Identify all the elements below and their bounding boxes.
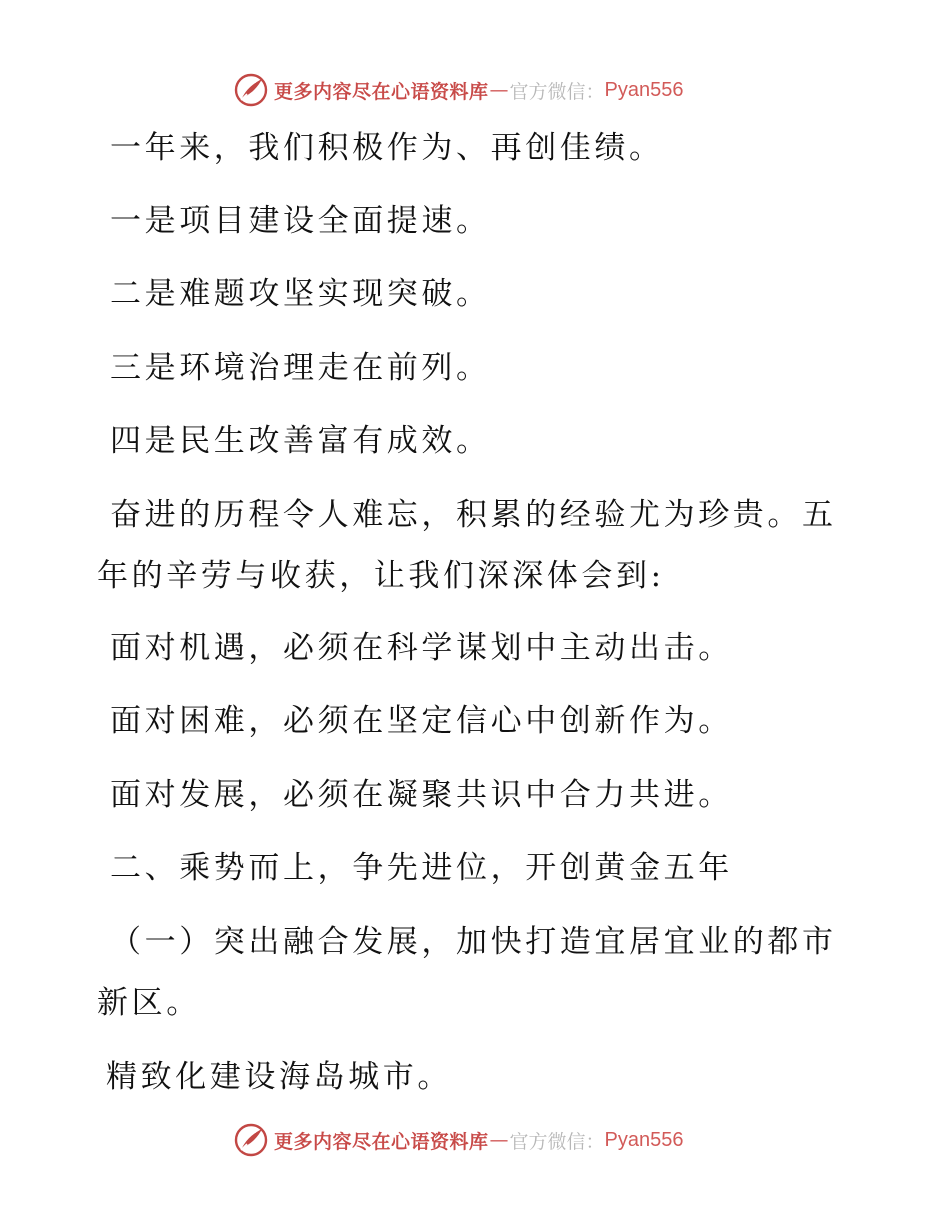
quill-pen-logo-icon bbox=[234, 1123, 268, 1157]
section-heading: 二、乘势而上，争先进位，开创黄金五年 bbox=[110, 850, 733, 886]
watermark-site-text: 更多内容尽在心语资料库 bbox=[274, 80, 489, 103]
quill-pen-logo-icon bbox=[234, 73, 268, 107]
watermark-separator: — bbox=[489, 79, 509, 101]
watermark-separator: — bbox=[489, 1129, 509, 1151]
paragraph-line: 面对发展，必须在凝聚共识中合力共进。 bbox=[110, 777, 733, 813]
paragraph-line: 面对机遇，必须在科学谋划中主动出击。 bbox=[110, 630, 733, 666]
watermark-label: 官方微信： bbox=[509, 1130, 605, 1153]
watermark-footer bbox=[234, 1122, 684, 1158]
paragraph-line: 一是项目建设全面提速。 bbox=[110, 203, 491, 239]
paragraph-line: 年的辛劳与收获，让我们深深体会到: bbox=[97, 558, 665, 594]
paragraph-line: 面对困难，必须在坚定信心中创新作为。 bbox=[110, 703, 733, 739]
subsection-heading-continued: 新区。 bbox=[97, 985, 201, 1021]
watermark-label: 官方微信： bbox=[509, 80, 605, 103]
paragraph-line: 三是环境治理走在前列。 bbox=[110, 350, 491, 386]
subsection-heading: （一）突出融合发展，加快打造宜居宜业的都市 bbox=[110, 924, 837, 960]
watermark-wechat-id: Pyan556 bbox=[604, 1128, 684, 1151]
watermark-wechat-id: Pyan556 bbox=[604, 78, 684, 101]
watermark-site-text: 更多内容尽在心语资料库 bbox=[274, 1130, 489, 1153]
paragraph-line: 精致化建设海岛城市。 bbox=[106, 1059, 452, 1095]
watermark-header bbox=[234, 72, 684, 108]
paragraph-line: 一年来，我们积极作为、再创佳绩。 bbox=[110, 130, 664, 166]
paragraph-line: 奋进的历程令人难忘，积累的经验尤为珍贵。五 bbox=[110, 497, 837, 533]
paragraph-line: 二是难题攻坚实现突破。 bbox=[110, 276, 491, 312]
paragraph-line: 四是民生改善富有成效。 bbox=[110, 423, 491, 459]
